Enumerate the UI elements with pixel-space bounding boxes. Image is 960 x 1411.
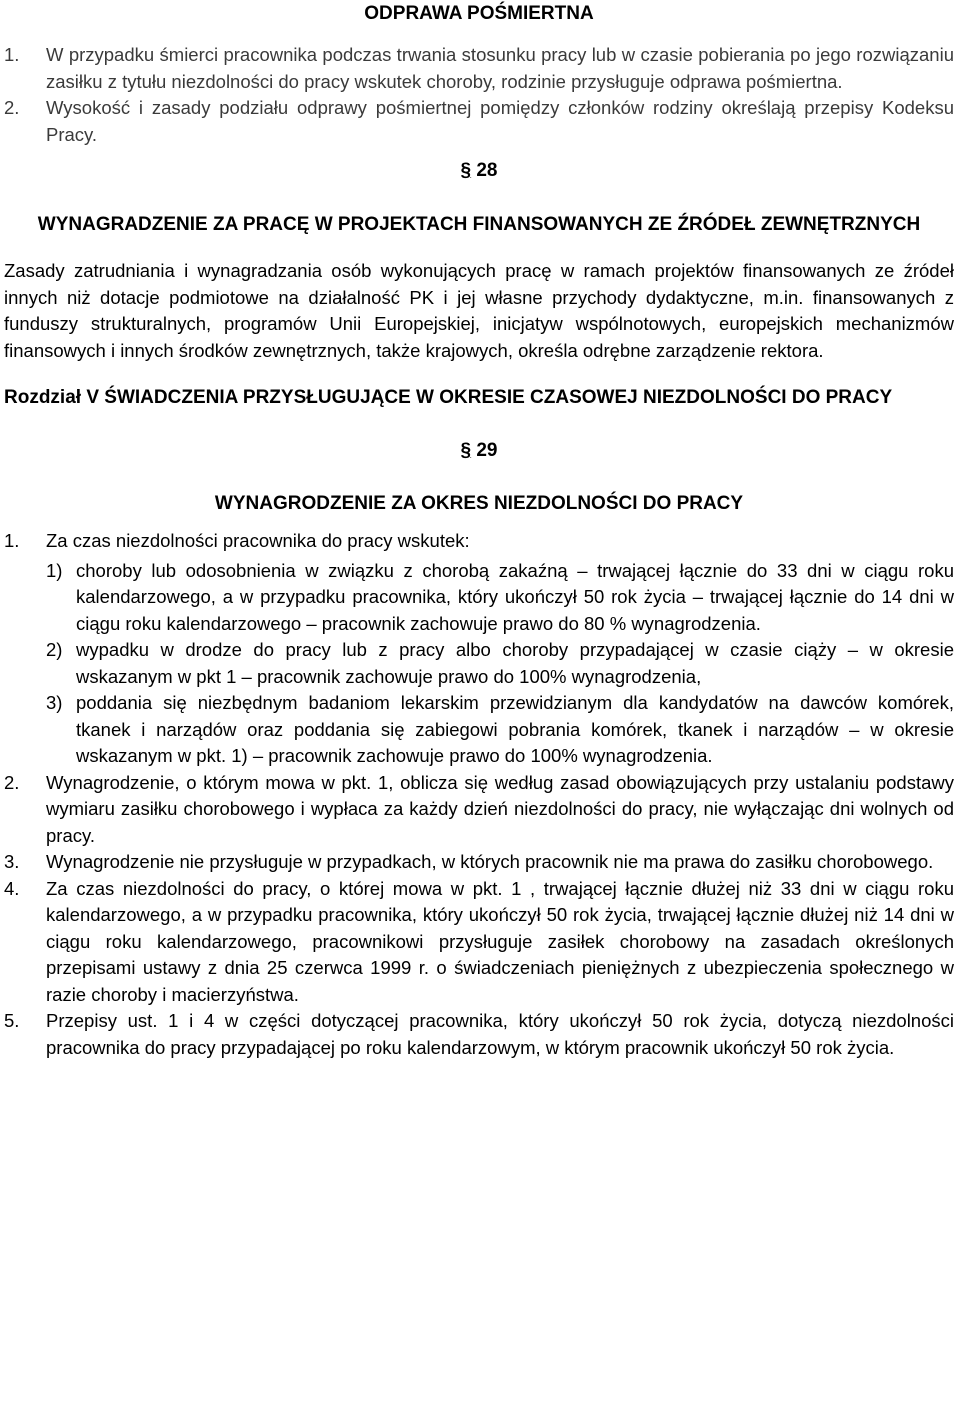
list-item: [4, 849, 954, 876]
list-item: [4, 42, 954, 95]
item-number: 1.: [4, 530, 20, 551]
list-item: [4, 770, 954, 850]
item-text: Za czas niezdolności pracownika do pracy wskutek:: [46, 530, 470, 551]
odprawa-list: [4, 42, 954, 148]
heading-28: WYNAGRADZENIE ZA PRACĘ W PROJEKTACH FINANSOWANYCH ZE ŹRÓDEŁ ZEWNĘTRZNYCH: [37, 214, 921, 235]
list-item: [4, 95, 954, 148]
list-item: [4, 528, 954, 555]
paragraph-28-text: Zasady zatrudniania i wynagradzania osób wykonujących pracę w ramach projektów finansowanych ze źródeł innych niż dotacje podmiotowe na działalność PK i jej własne przychody dydaktyczne, m.in. finansowanych z funduszy strukturalnych, programów Unii Europejskiej, inicjatyw wspólnotowych, europejskich mechanizmów finansowych i innych środków zewnętrznych, także krajowych, określa odrębne zarządzenie rektora.: [4, 260, 954, 361]
heading-29: WYNAGRODZENIE ZA OKRES NIEZDOLNOŚCI DO PRACY: [214, 493, 744, 514]
item-number: 2.: [4, 771, 20, 793]
wynagrodzenie-list: [4, 528, 954, 1061]
sub-item-text: choroby lub odosobnienia w związku z chorobą zakaźną – trwającej łącznie do 33 dni w ciągu roku kalendarzowego, a w przypadku pracownika, który ukończył 50 rok życia – trwającej łącznie do 14 dni w ciągu roku kalendarzowego – pracownik zachowuje prawo do 80 % wynagrodzenia.: [76, 559, 954, 634]
document-page: [0, 1, 960, 1411]
list-item: [4, 876, 954, 1009]
sub-item-text: wypadku w drodze do pracy lub z pracy albo choroby przypadającej w czasie ciąży – w okresie wskazanym w pkt 1 – pracownik zachowuje prawo do 100% wynagrodzenia,: [76, 639, 954, 687]
sub-item-text: poddania się niezbędnym badaniom lekarskim przewidzianym dla kandydatów na dawców komórek, tkanek i narządów oraz poddania się zabiegowi pobrania komórek, tkanek i narządów – w okresie wskazanym w pkt. 1) – pracownik zachowuje prawo do 100% wynagrodzenia.: [76, 692, 954, 766]
section-symbol: §: [460, 440, 472, 461]
section-symbol: §: [460, 160, 472, 181]
list-item: [4, 1008, 954, 1061]
sub-list-item: [4, 690, 954, 770]
sub-item-number: 1): [46, 559, 63, 581]
item-text: W przypadku śmierci pracownika podczas trwania stosunku pracy lub w czasie pobierania po jego rozwiązaniu zasiłku z tytułu niezdolności do pracy wskutek choroby, rodzinie przysługuje odprawa pośmiertna.: [46, 44, 954, 92]
item-text: Wynagrodzenie, o którym mowa w pkt. 1, oblicza się według zasad obowiązujących przy ustalaniu podstawy wymiaru zasiłku chorobowego i wypłaca za każdy dzień niezdolności do pracy, nie wyłączając dni wolnych od pracy.: [46, 771, 954, 846]
section-number: 28: [476, 160, 498, 181]
paragraph-mark-28: [4, 158, 954, 184]
item-number: 1.: [4, 44, 20, 65]
item-number: 3.: [4, 851, 20, 872]
item-number: 5.: [4, 1010, 20, 1031]
item-number: 4.: [4, 877, 20, 899]
paragraph-mark-29: [4, 438, 954, 464]
item-text: Wynagrodzenie nie przysługuje w przypadkach, w których pracownik nie ma prawa do zasiłku chorobowego.: [46, 851, 934, 872]
sub-item-number: 3): [46, 692, 63, 713]
item-text: Wysokość i zasady podziału odprawy pośmiertnej pomiędzy członków rodziny określają przepisy Kodeksu Pracy.: [46, 97, 954, 145]
section-title-odprawa: ODPRAWA POŚMIERTNA: [364, 3, 594, 24]
chapter-title: Rozdział V ŚWIADCZENIA PRZYSŁUGUJĄCE W OKRESIE CZASOWEJ NIEZDOLNOŚCI DO PRACY: [4, 387, 893, 408]
item-number: 2.: [4, 97, 20, 118]
item-text: Za czas niezdolności do pracy, o której mowa w pkt. 1 , trwającej łącznie dłużej niż 33 dni w ciągu roku kalendarzowego, a w przypadku pracownika, który ukończył 50 rok życia, trwającej łącznie dłużej niż 14 dni w ciągu roku kalendarzowego, pracownikowi przysługuje zasiłek chorobowy na zasadach określonych przepisami ustawy z dnia 25 czerwca 1999 r. o świadczeniach pieniężnych z ubezpieczenia społecznego w razie choroby i macierzyństwa.: [46, 877, 954, 1005]
item-text: Przepisy ust. 1 i 4 w części dotyczącej pracownika, który ukończył 50 rok życia, dotyczą niezdolności pracownika do pracy przypadającej po roku kalendarzowym, w którym pracownik ukończył 50 rok życia.: [46, 1010, 954, 1058]
sub-item-number: 2): [46, 639, 63, 660]
section-number: 29: [476, 440, 498, 461]
sub-list-item: [4, 558, 954, 638]
sub-list-item: [4, 637, 954, 690]
